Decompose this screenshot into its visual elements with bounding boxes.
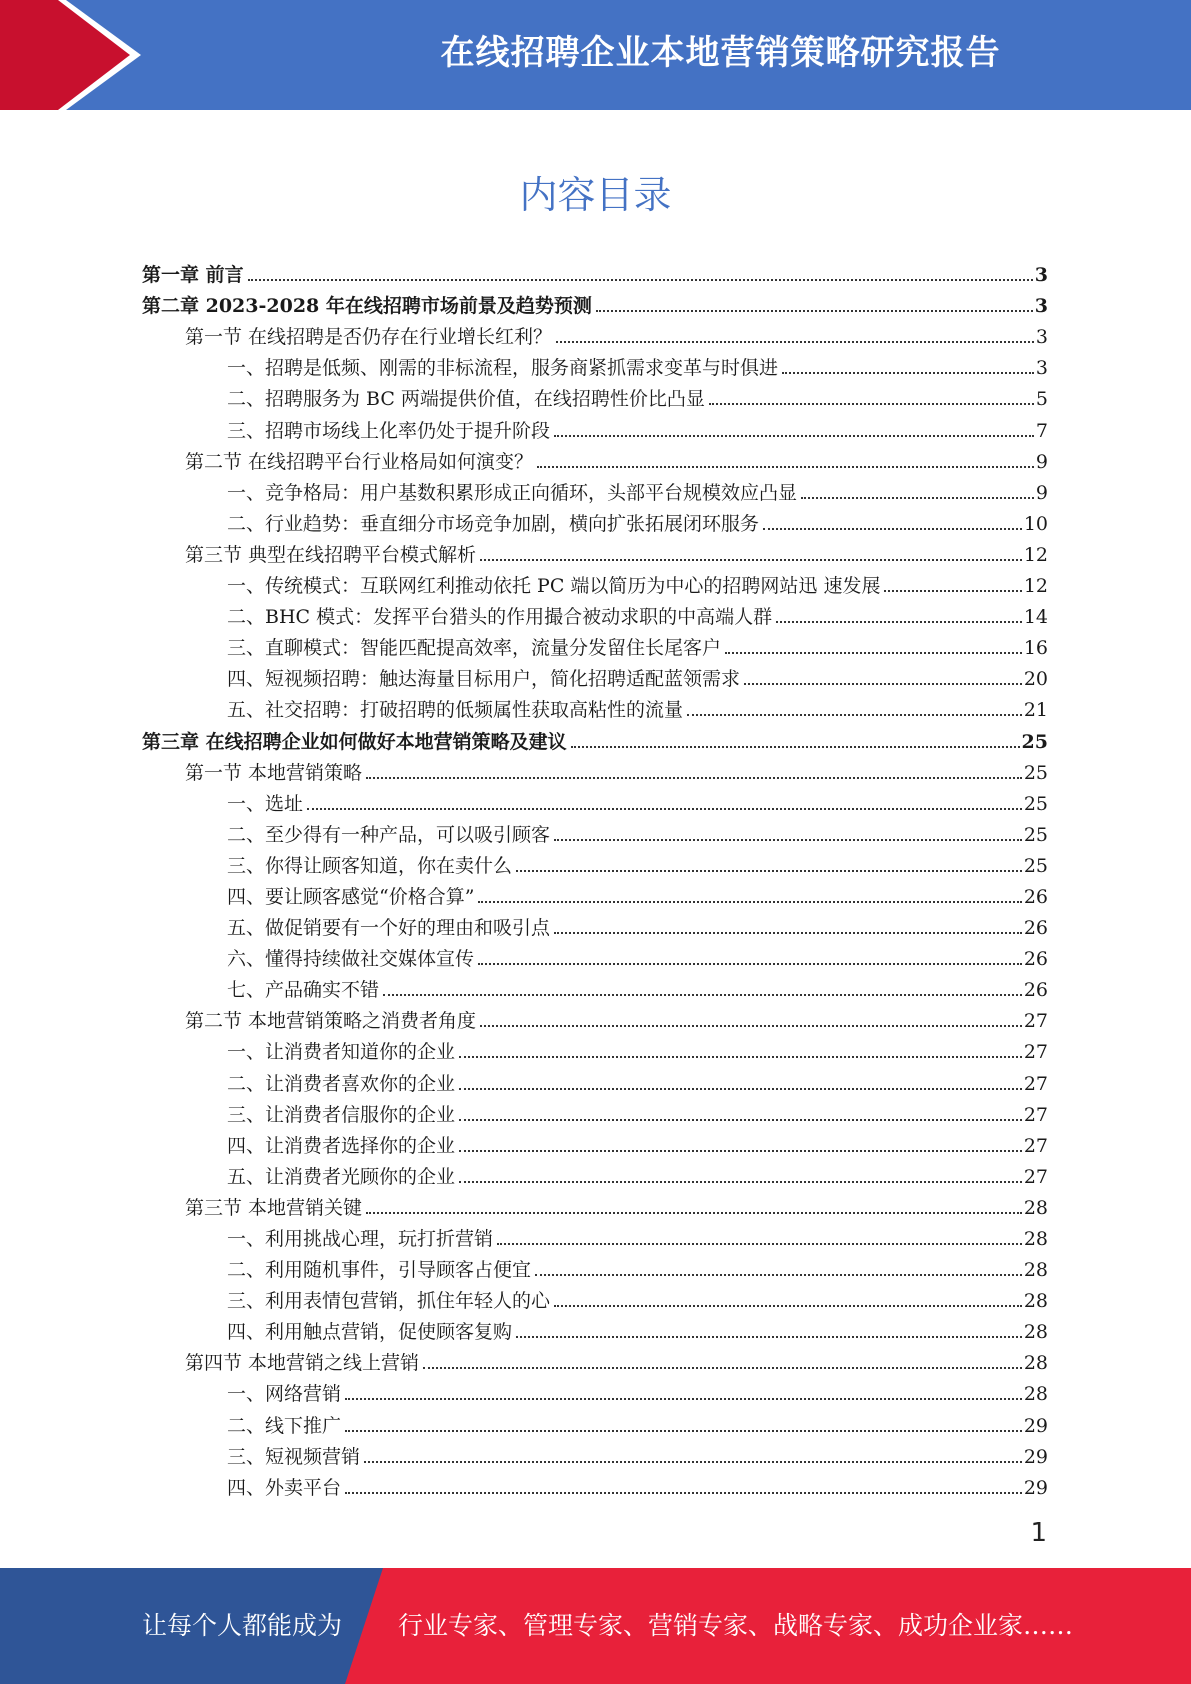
page-number: 1 [1030, 1518, 1047, 1548]
toc-entry[interactable] [142, 846, 1048, 877]
toc-entry-page: 26 [1023, 979, 1048, 1002]
toc-entry-page: 3 [1035, 326, 1048, 349]
toc-entry-text: 六、懂得持续做社交媒体宣传 [227, 948, 475, 971]
toc-entry-page: 27 [1023, 1165, 1048, 1188]
toc-dot-leader [744, 682, 1022, 685]
toc-dot-leader [459, 1149, 1022, 1152]
toc-entry-text: 三、你得让顾客知道，你在卖什么 [227, 854, 513, 877]
toc-dot-leader [423, 1366, 1022, 1369]
toc-entry-text: 一、利用挑战心理，玩打折营销 [227, 1228, 494, 1250]
toc-dot-leader [776, 620, 1022, 623]
toc-dot-leader [478, 962, 1022, 965]
toc-dot-leader [480, 1024, 1022, 1027]
toc-dot-leader [571, 745, 1020, 748]
toc-entry[interactable] [142, 877, 1048, 908]
toc-entry-page: 16 [1023, 637, 1048, 660]
toc-dot-leader [687, 713, 1022, 716]
toc-dot-leader [782, 371, 1034, 374]
toc-entry[interactable] [142, 317, 1048, 348]
toc-entry-page: 28 [1023, 1196, 1048, 1219]
toc-entry-text: 第一章 前言 [142, 264, 244, 287]
toc-dot-leader [554, 434, 1034, 437]
toc-entry[interactable] [142, 1188, 1048, 1219]
toc-entry[interactable] [142, 442, 1048, 473]
toc-entry[interactable] [142, 1001, 1048, 1032]
toc-entry-page: 9 [1035, 450, 1048, 473]
toc-entry[interactable] [142, 939, 1048, 970]
toc-entry-text: 一、网络营销 [227, 1383, 342, 1406]
toc-dot-leader [497, 1242, 1022, 1245]
toc-dot-leader [554, 931, 1022, 934]
toc-entry-page: 25 [1023, 761, 1048, 784]
toc-entry-text: 二、线下推广 [227, 1414, 342, 1437]
toc-entry[interactable] [142, 597, 1048, 628]
toc-entry-page: 28 [1023, 1259, 1048, 1282]
toc-dot-leader [480, 558, 1022, 561]
toc-dot-leader [478, 900, 1021, 903]
toc-entry[interactable] [142, 348, 1048, 379]
toc-entry[interactable] [142, 1374, 1048, 1405]
toc-entry-text: 二、让消费者喜欢你的企业 [227, 1072, 456, 1095]
toc-entry-text: 二、招聘服务为 BC 两端提供价值，在线招聘性价比凸显 [227, 388, 705, 411]
toc-entry-page: 12 [1023, 543, 1048, 566]
toc-entry[interactable] [142, 504, 1048, 535]
toc-entry-text: 三、招聘市场线上化率仍处于提升阶段 [227, 419, 551, 442]
toc-entry-page: 29 [1023, 1476, 1048, 1499]
toc-entry[interactable] [142, 535, 1048, 566]
toc-entry-text: 四、要让顾客感觉“价格合算” [227, 885, 475, 908]
toc-dot-leader [596, 309, 1033, 312]
toc-dot-leader [345, 1429, 1022, 1432]
toc-entry-text: 第二章 2023-2028 年在线招聘市场前景及趋势预测 [142, 295, 592, 318]
toc-entry-text: 三、利用表情包营销，抓住年轻人的心 [227, 1290, 551, 1313]
toc-entry-page: 28 [1023, 1290, 1048, 1313]
toc-entry[interactable] [142, 1405, 1048, 1436]
toc-entry-page: 27 [1023, 1134, 1048, 1157]
toc-dot-leader [801, 496, 1034, 499]
toc-entry-text: 第一节 在线招聘是否仍存在行业增长红利？ [185, 326, 553, 349]
toc-entry[interactable] [142, 628, 1048, 659]
toc-entry-text: 五、社交招聘：打破招聘的低频属性获取高粘性的流量 [227, 699, 684, 722]
toc-dot-leader [248, 278, 1033, 281]
toc-heading: 内容目录 [519, 173, 672, 217]
toc-entry[interactable] [142, 1437, 1048, 1468]
toc-entry-text: 第一节 本地营销策略 [185, 761, 363, 784]
toc-entry-text: 第三节 典型在线招聘平台模式解析 [185, 543, 477, 566]
footer-slogan-left: 让每个人都能成为 [142, 1611, 343, 1640]
toc-dot-leader [554, 1304, 1022, 1307]
toc-dot-leader [459, 1180, 1022, 1183]
toc-entry[interactable] [142, 1032, 1048, 1063]
footer-slogan-right: 行业专家、管理专家、营销专家、战略专家、成功企业家…… [398, 1611, 1074, 1640]
toc-entry-text: 第四节 本地营销之线上营销 [185, 1352, 420, 1375]
toc-entry[interactable] [142, 410, 1048, 441]
toc-dot-leader [554, 838, 1022, 841]
toc-dot-leader [763, 527, 1022, 530]
table-of-contents [142, 255, 1048, 1499]
toc-dot-leader [516, 869, 1022, 872]
toc-dot-leader [459, 1118, 1022, 1121]
toc-dot-leader [556, 340, 1034, 343]
toc-dot-leader [725, 651, 1022, 654]
toc-entry-text: 第二节 本地营销策略之消费者角度 [185, 1010, 477, 1033]
toc-entry[interactable] [142, 753, 1048, 784]
footer-banner [0, 1568, 1191, 1684]
toc-entry[interactable] [142, 1063, 1048, 1094]
toc-entry-text: 五、让消费者光顾你的企业 [227, 1165, 456, 1188]
header-banner [0, 0, 1191, 110]
toc-dot-leader [459, 1055, 1022, 1058]
toc-entry-text: 一、传统模式：互联网红利推动依托 PC 端以简历为中心的招聘网站迅 速发展 [227, 575, 881, 598]
toc-dot-leader [364, 1460, 1022, 1463]
toc-entry-text: 五、做促销要有一个好的理由和吸引点 [227, 917, 551, 940]
toc-entry[interactable] [142, 1343, 1048, 1374]
toc-entry-page: 12 [1023, 575, 1048, 598]
chevron-arrow-icon [0, 0, 150, 110]
toc-entry[interactable] [142, 1095, 1048, 1126]
toc-entry-text: 二、BHC 模式：发挥平台猎头的作用撮合被动求职的中高端人群 [227, 606, 773, 629]
toc-entry-page: 3 [1035, 357, 1048, 380]
toc-entry-page: 25 [1021, 730, 1048, 753]
toc-entry-page: 3 [1034, 264, 1048, 287]
toc-entry-page: 25 [1023, 823, 1048, 846]
toc-entry[interactable] [142, 784, 1048, 815]
toc-dot-leader [537, 465, 1034, 468]
toc-entry[interactable] [142, 1219, 1048, 1250]
toc-entry-page: 29 [1023, 1445, 1048, 1468]
toc-entry[interactable] [142, 566, 1048, 597]
toc-entry-page: 14 [1023, 606, 1048, 629]
report-title: 在线招聘企业本地营销策略研究报告 [440, 33, 1001, 73]
toc-entry-page: 10 [1023, 512, 1048, 535]
toc-entry-text: 一、选址 [227, 792, 304, 815]
toc-entry[interactable] [142, 659, 1048, 690]
toc-entry-page: 28 [1023, 1352, 1048, 1375]
toc-entry[interactable] [142, 286, 1048, 317]
toc-dot-leader [366, 1211, 1022, 1214]
toc-entry-text: 一、竞争格局：用户基数积累形成正向循环，头部平台规模效应凸显 [227, 481, 798, 504]
toc-entry[interactable] [142, 815, 1048, 846]
toc-entry-page: 20 [1023, 668, 1048, 691]
toc-entry[interactable] [142, 1126, 1048, 1157]
toc-entry[interactable] [142, 1312, 1048, 1343]
toc-dot-leader [345, 1491, 1022, 1494]
toc-dot-leader [345, 1397, 1022, 1400]
toc-entry-text: 四、利用触点营销，促使顾客复购 [227, 1321, 513, 1344]
toc-dot-leader [709, 402, 1034, 405]
toc-entry[interactable] [142, 908, 1048, 939]
toc-entry-text: 一、让消费者知道你的企业 [227, 1041, 456, 1064]
toc-entry[interactable] [142, 1281, 1048, 1312]
toc-entry-page: 28 [1023, 1321, 1048, 1344]
toc-entry[interactable] [142, 970, 1048, 1001]
toc-dot-leader [516, 1335, 1022, 1338]
toc-entry-text: 三、直聊模式：智能匹配提高效率，流量分发留住长尾客户 [227, 637, 722, 660]
toc-entry-page: 28 [1023, 1228, 1048, 1250]
toc-dot-leader [459, 1087, 1022, 1090]
toc-dot-leader [535, 1273, 1022, 1276]
toc-entry-page: 21 [1023, 699, 1048, 722]
toc-entry-text: 七、产品确实不错 [227, 979, 380, 1002]
toc-entry-page: 25 [1023, 792, 1048, 815]
toc-entry-text: 四、让消费者选择你的企业 [227, 1134, 456, 1157]
toc-entry-text: 二、利用随机事件，引导顾客占便宜 [227, 1259, 532, 1282]
toc-dot-leader [366, 776, 1022, 779]
toc-entry[interactable] [142, 1468, 1048, 1499]
toc-entry-page: 26 [1023, 948, 1048, 971]
toc-entry-page: 3 [1034, 295, 1048, 318]
toc-entry-text: 第三节 本地营销关键 [185, 1196, 363, 1219]
toc-entry[interactable] [142, 379, 1048, 410]
toc-entry-text: 一、招聘是低频、刚需的非标流程，服务商紧抓需求变革与时俱进 [227, 357, 779, 380]
toc-entry-text: 第二节 在线招聘平台行业格局如何演变？ [185, 450, 534, 473]
toc-entry[interactable] [142, 473, 1048, 504]
toc-entry-page: 25 [1023, 854, 1048, 877]
toc-entry-text: 二、至少得有一种产品，可以吸引顾客 [227, 823, 551, 846]
toc-entry-page: 26 [1023, 917, 1048, 940]
toc-dot-leader [884, 589, 1021, 592]
toc-entry[interactable] [142, 1157, 1048, 1188]
toc-entry[interactable] [142, 255, 1048, 286]
toc-entry-text: 四、短视频招聘：触达海量目标用户，简化招聘适配蓝领需求 [227, 668, 741, 691]
toc-entry[interactable] [142, 690, 1048, 721]
toc-entry-page: 28 [1023, 1383, 1048, 1406]
toc-entry[interactable] [142, 721, 1048, 752]
toc-entry-page: 9 [1035, 481, 1048, 504]
toc-entry-page: 5 [1035, 388, 1048, 411]
toc-dot-leader [307, 807, 1022, 810]
toc-entry-page: 27 [1023, 1041, 1048, 1064]
toc-entry-text: 二、行业趋势：垂直细分市场竞争加剧，横向扩张拓展闭环服务 [227, 512, 760, 535]
toc-entry-page: 26 [1023, 885, 1048, 908]
toc-entry-text: 第三章 在线招聘企业如何做好本地营销策略及建议 [142, 730, 567, 753]
toc-dot-leader [383, 993, 1022, 996]
toc-entry-page: 29 [1023, 1414, 1048, 1437]
toc-entry-page: 27 [1023, 1072, 1048, 1095]
toc-entry-text: 三、让消费者信服你的企业 [227, 1103, 456, 1126]
toc-entry-text: 三、短视频营销 [227, 1445, 361, 1468]
toc-entry-page: 7 [1035, 419, 1048, 442]
toc-entry-text: 四、外卖平台 [227, 1476, 342, 1499]
toc-entry-page: 27 [1023, 1103, 1048, 1126]
toc-entry-page: 27 [1023, 1010, 1048, 1033]
toc-entry[interactable] [142, 1250, 1048, 1281]
